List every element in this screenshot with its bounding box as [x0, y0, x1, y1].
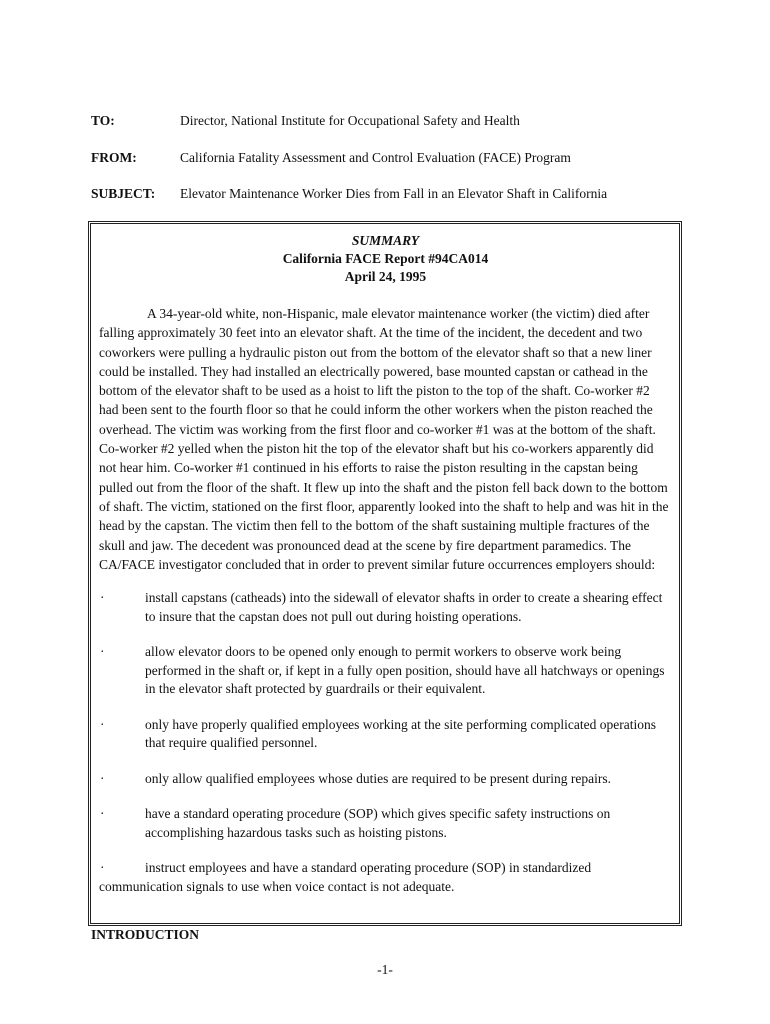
- report-date: April 24, 1995: [344, 269, 427, 284]
- list-item-text: have a standard operating procedure (SOP) which gives specific safety instructions on accomplishing hazardous tasks such as hoisting pistons.: [145, 806, 611, 840]
- summary-content: [99, 232, 672, 896]
- memo-subject-value: Elevator Maintenance Worker Dies from Fall in an Elevator Shaft in California: [180, 186, 608, 201]
- list-item: [99, 716, 672, 753]
- memo-to-value: Director, National Institute for Occupational Safety and Health: [180, 113, 520, 128]
- summary-paragraph: A 34-year-old white, non-Hispanic, male elevator maintenance worker (the victim) died after falling approximately 30 feet into an elevator shaft. At the time of the incident, the decedent and two coworkers were pulling a hydraulic piston out from the bottom of the elevator shaft so that a new liner could be installed. They had installed an electrically powered, base mounted capstan or cathead in the bottom of the elevator shaft to be used as a hoist to lift the piston to the top of the shaft. Co-worker #2 had been sent to the fourth floor so that he could inform the other workers when the piston reached the overhead. The victim was working from the first floor and co-worker #1 was at the bottom of the shaft. Co-worker #2 yelled when the piston hit the top of the elevator shaft but his co-workers apparently did not hear him. Co-worker #1 continued in his efforts to raise the piston resulting in the capstan being pulled out from the floor of the shaft. It flew up into the shaft and the piston fell back down to the bottom of shaft. The victim, stationed on the first floor, apparently looked into the shaft to help and was hit in the head by the capstan. The victim then fell to the bottom of the shaft sustaining multiple fractures of the skull and jaw. The decedent was pronounced dead at the scene by fire department paramedics. The CA/FACE investigator concluded that in order to prevent similar future occurrences employers should:: [99, 306, 669, 572]
- bullet-marker: ·: [100, 770, 105, 786]
- memo-subject-label: SUBJECT:: [91, 186, 156, 201]
- memo-to-label: TO:: [91, 113, 115, 128]
- page-number: -1-: [377, 962, 393, 977]
- memo-from-value: California Fatality Assessment and Control Evaluation (FACE) Program: [180, 150, 571, 165]
- bullet-marker: ·: [100, 716, 105, 732]
- list-item-text: only have properly qualified employees working at the site performing complicated operations that require qualified personnel.: [145, 716, 656, 751]
- summary-title: SUMMARY: [351, 233, 420, 248]
- recommendation-list: [99, 589, 672, 896]
- report-number: California FACE Report #94CA014: [282, 251, 489, 266]
- list-item-text: allow elevator doors to be opened only enough to permit workers to observe work being performed in the shaft or, if kept in a fully open position, should have all hatchways or openings in the elevator shaft protected by guardrails or their equivalent.: [145, 644, 665, 697]
- list-item: [99, 859, 672, 896]
- list-item: [99, 770, 672, 789]
- summary-box: [88, 221, 682, 926]
- list-item: [99, 805, 672, 842]
- section-heading-introduction: INTRODUCTION: [91, 927, 200, 942]
- bullet-marker: ·: [100, 806, 105, 822]
- bullet-marker: ·: [100, 644, 105, 660]
- bullet-marker: ·: [100, 590, 105, 606]
- list-item-text: only allow qualified employees whose duties are required to be present during repairs.: [145, 770, 611, 786]
- bullet-marker: ·: [100, 860, 105, 876]
- memo-from-label: FROM:: [91, 150, 137, 165]
- list-item: [99, 589, 672, 626]
- list-item-text: install capstans (catheads) into the sidewall of elevator shafts in order to create a shearing effect to insure that the capstan does not pull out during hoisting operations.: [145, 590, 663, 624]
- list-item: [99, 643, 672, 699]
- list-item-text: instruct employees and have a standard operating procedure (SOP) in standardized communication signals to use when voice contact is not adequate.: [99, 860, 592, 894]
